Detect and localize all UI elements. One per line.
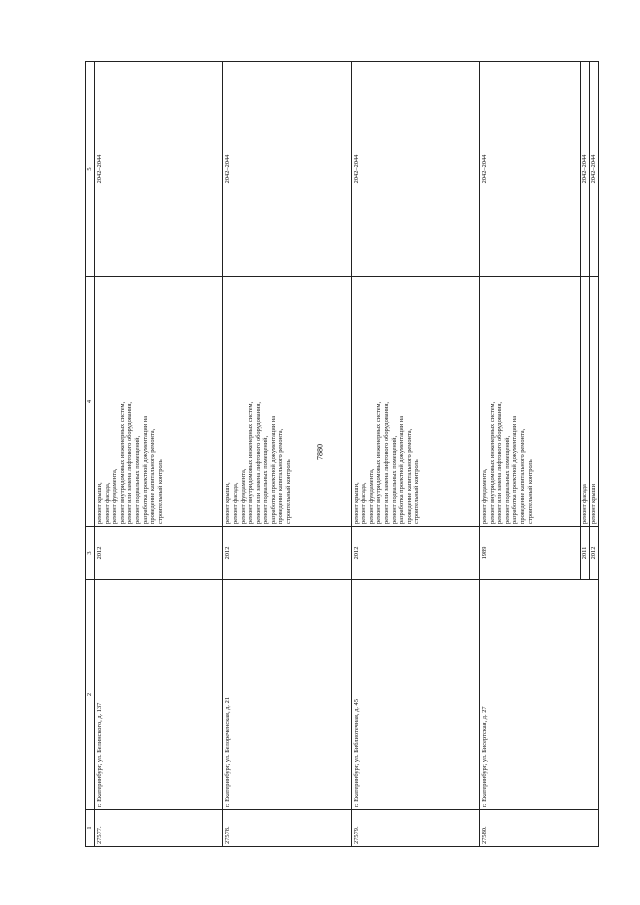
table-row <box>223 62 351 847</box>
row-number: 27580. <box>479 810 598 847</box>
works-text: ремонт крыши, ремонт фасада, ремонт фундамента, ремонт внутридомовых инженерных систем, ремонт или замена лифтового оборудования, ремонт подвальных помещений, разработка проектной документации на проведение капитального ремонта, строительный контроль <box>96 401 164 524</box>
works-cell: ремонт фасада <box>581 277 590 527</box>
year-cell: 2012 <box>223 527 351 580</box>
works-text: ремонт крыши, ремонт фасада, ремонт фундамента, ремонт внутридомовых инженерных систем, ремонт или замена лифтового оборудования, ремонт подвальных помещений, разработка проектной документации на проведение капитального ремонта, строительный контроль <box>224 401 293 524</box>
row-number: 27579. <box>351 810 479 847</box>
page-number: 7880 <box>315 444 325 460</box>
address-cell: г. Екатеринбург, ул. Библиотечная, д. 45 <box>351 580 479 810</box>
period-cell: 2042–2044 <box>479 62 580 277</box>
period-cell: 2042–2044 <box>581 62 590 277</box>
works-cell <box>351 277 479 527</box>
year-cell: 2012 <box>351 527 479 580</box>
column-header-3: 3 <box>86 527 95 580</box>
row-number: 27577. <box>95 810 223 847</box>
header-row <box>86 62 95 847</box>
column-header-1: 1 <box>86 810 95 847</box>
period-cell: 2042–2044 <box>590 62 599 277</box>
column-header-2: 2 <box>86 580 95 810</box>
table-row <box>479 62 580 847</box>
works-cell <box>479 277 580 527</box>
period-cell: 2042–2044 <box>223 62 351 277</box>
works-cell <box>95 277 223 527</box>
year-cell: 1989 <box>479 527 580 580</box>
row-number: 27578. <box>223 810 351 847</box>
column-header-4: 4 <box>86 277 95 527</box>
year-cell: 2012 <box>590 527 599 580</box>
works-text: ремонт крыши, ремонт фасада, ремонт фундамента, ремонт внутридомовых инженерных систем, ремонт или замена лифтового оборудования, ремонт подвальных помещений, разработка проектной документации на проведение капитального ремонта, строительный контроль <box>352 401 421 524</box>
address-cell: г. Екатеринбург, ул. Бисертская, д. 27 <box>479 580 598 810</box>
period-cell: 2042–2044 <box>351 62 479 277</box>
rotated-table-container <box>85 87 599 847</box>
year-cell: 2012 <box>95 527 223 580</box>
works-text: ремонт фундамента, ремонт внутридомовых инженерных систем, ремонт или замена лифтового оборудования, ремонт подвальных помещений, разработка проектной документации на проведение капитального ремонта, строительный контроль <box>480 401 534 524</box>
table-row <box>95 62 223 847</box>
year-cell: 2011 <box>581 527 590 580</box>
address-cell: г. Екатеринбург, ул. Белинского, д. 137 <box>95 580 223 810</box>
period-cell: 2042–2044 <box>95 62 223 277</box>
table-row <box>351 62 479 847</box>
column-header-5: 5 <box>86 62 95 277</box>
address-cell: г. Екатеринбург, ул. Белореченская, д. 21 <box>223 580 351 810</box>
repair-schedule-table <box>85 61 599 847</box>
works-cell <box>223 277 351 527</box>
works-cell: ремонт крыши <box>590 277 599 527</box>
